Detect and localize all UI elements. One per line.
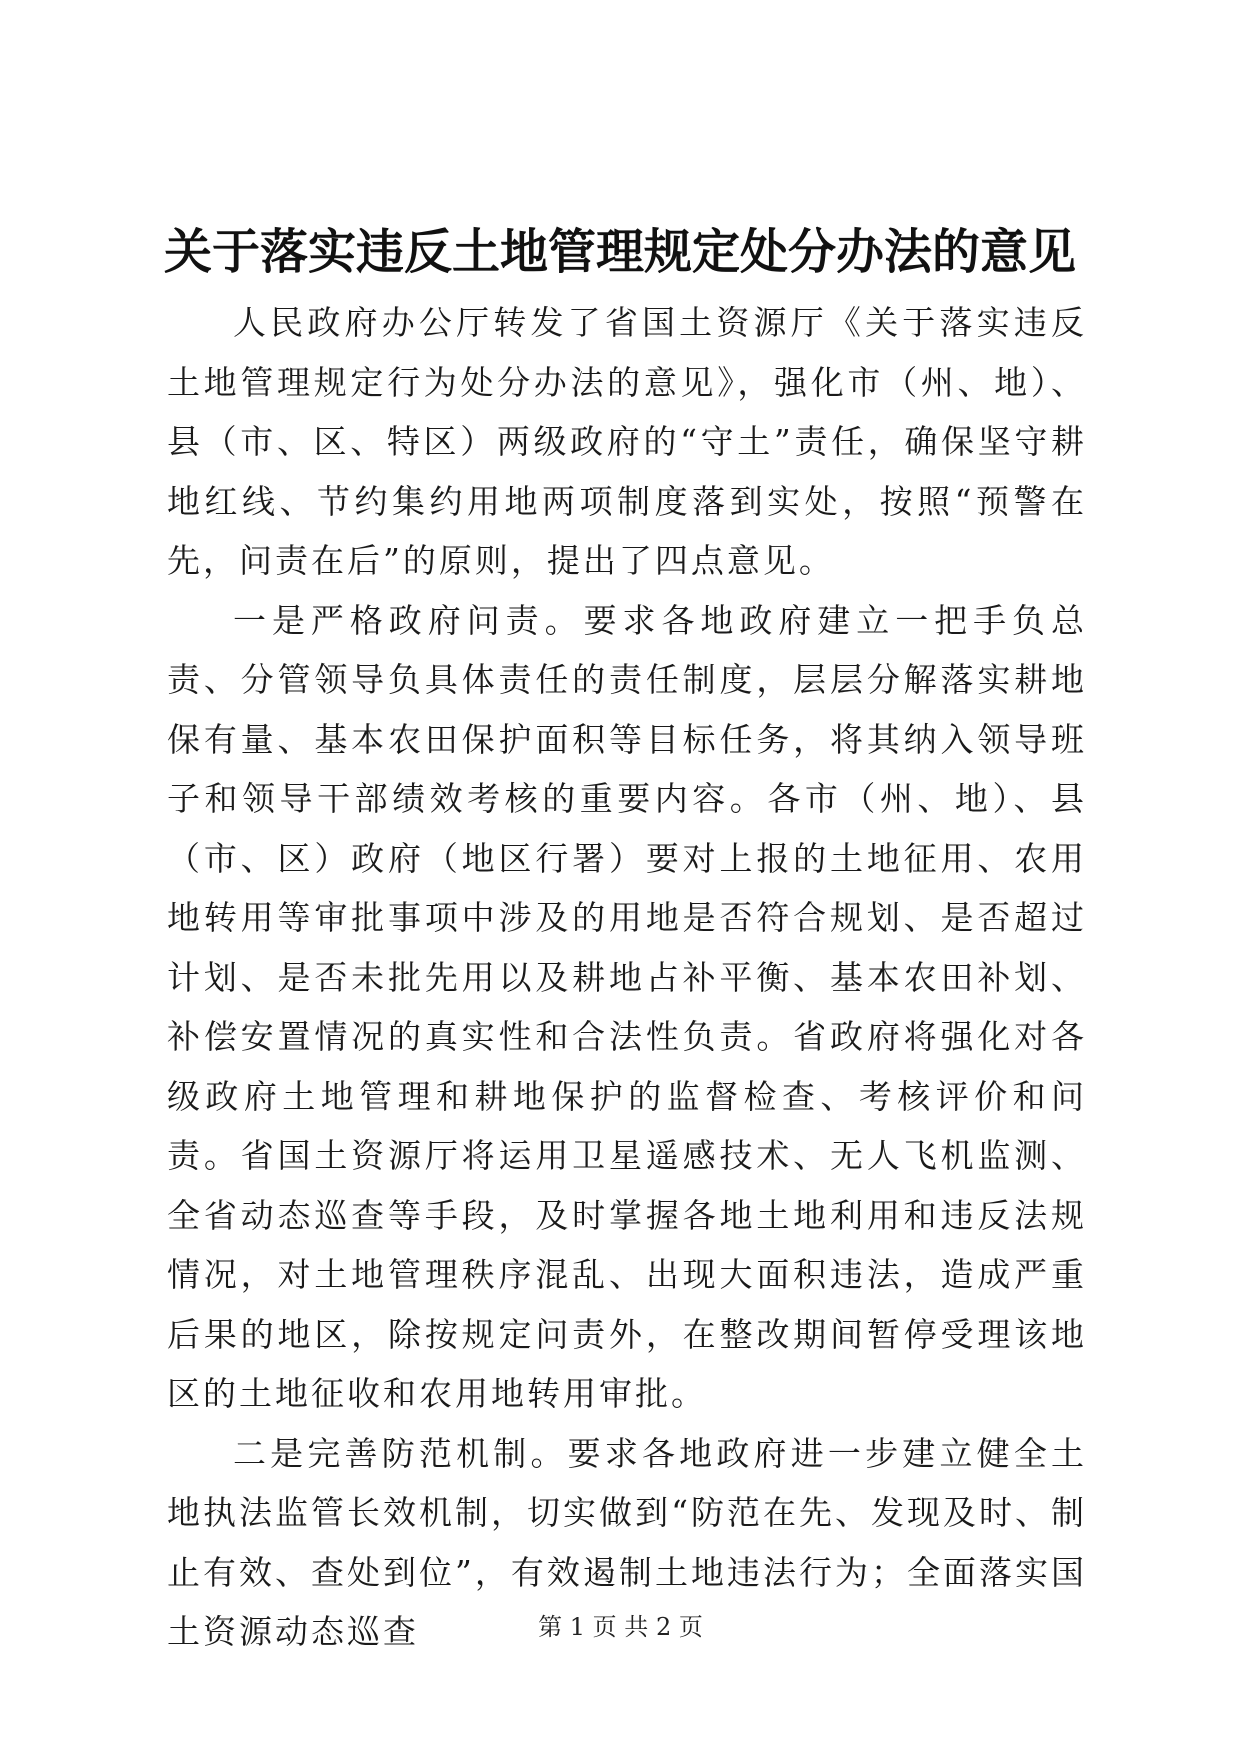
paragraph-point-one: 一是严格政府问责。要求各地政府建立一把手负总责、分管领导负具体责任的责任制度，层层分解落实耕地保有量、基本农田保护面积等目标任务，将其纳入领导班子和领导干部绩效考核的重要内容。各市（州、地）、县（市、区）政府（地区行署）要对上报的土地征用、农用地转用等审批事项中涉及的用地是否符合规划、是否超过计划、是否未批先用以及耕地占补平衡、基本农田补划、补偿安置情况的真实性和合法性负责。省政府将强化对各级政府土地管理和耕地保护的监督检查、考核评价和问责。省国土资源厅将运用卫星遥感技术、无人飞机监测、全省动态巡查等手段，及时掌握各地土地利用和违反法规情况，对土地管理秩序混乱、出现大面积违法，造成严重后果的地区，除按规定问责外，在整改期间暂停受理该地区的土地征收和农用地转用审批。 bbox=[167, 600, 1087, 1413]
page-number-footer: 第 1 页 共 2 页 bbox=[538, 1613, 703, 1641]
document-title: 关于落实违反土地管理规定处分办法的意见 bbox=[163, 224, 1076, 280]
paragraph-intro: 人民政府办公厅转发了省国土资源厅《关于落实违反土地管理规定行为处分办法的意见》，强化市（州、地）、县（市、区、特区）两级政府的“守土”责任，确保坚守耕地红线、节约集约用地两项制度落到实处，按照“预警在先，问责在后”的原则，提出了四点意见。 bbox=[167, 303, 1087, 580]
document-body bbox=[167, 293, 1087, 1662]
paragraph-point-two: 二是完善防范机制。要求各地政府进一步建立健全土地执法监管长效机制，切实做到“防范在先、发现及时、制止有效、查处到位”，有效遏制土地违法行为；全面落实国土资源动态巡查 bbox=[167, 1433, 1087, 1651]
